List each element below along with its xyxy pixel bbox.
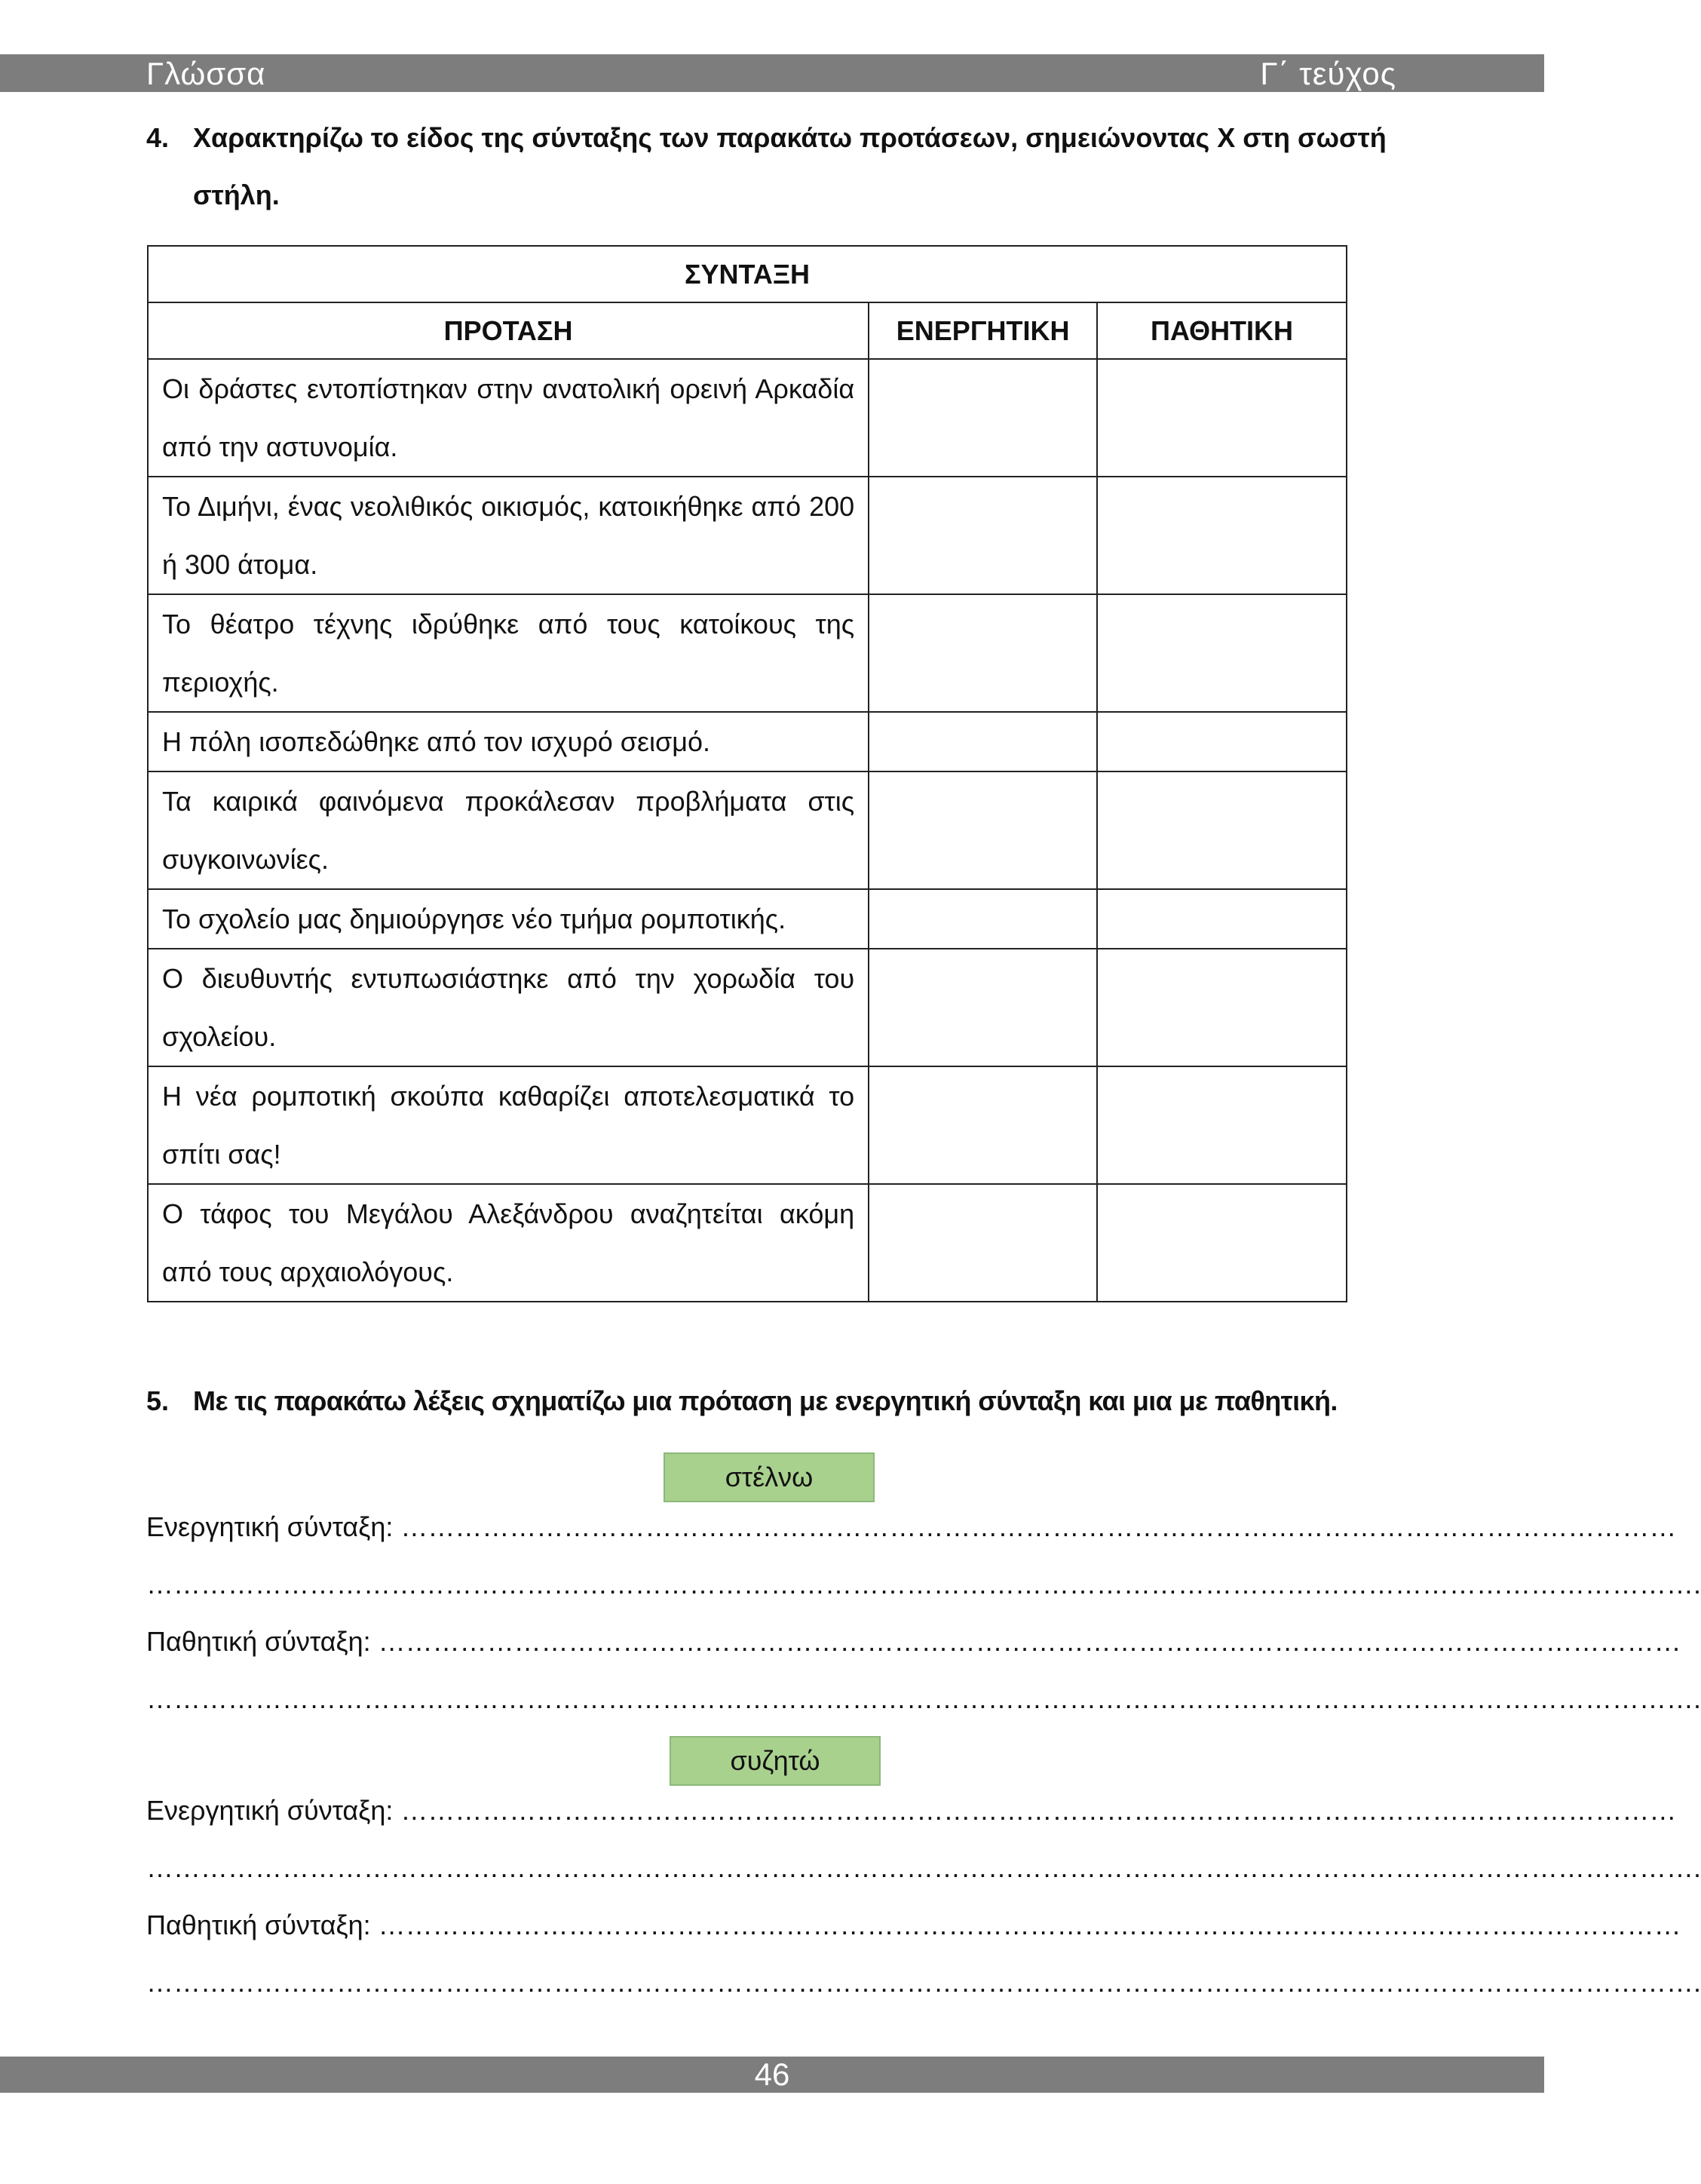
table-row xyxy=(148,594,1347,712)
table-row xyxy=(148,712,1347,771)
table-row xyxy=(148,1066,1347,1184)
sentence-cell: Οι δράστες εντοπίστηκαν στην ανατολική ορεινή Αρκαδία από την αστυνομία. xyxy=(148,359,869,477)
active-answer-cell[interactable] xyxy=(869,359,1097,477)
active-answer-cell[interactable] xyxy=(869,477,1097,594)
sentence-cell: Ο διευθυντής εντυπωσιάστηκε από την χορωδία του σχολείου. xyxy=(148,949,869,1066)
active-answer-cell[interactable] xyxy=(869,1066,1097,1184)
header-sentence: ΠΡΟΤΑΣΗ xyxy=(148,302,869,359)
answer-continuation-line[interactable]: ………………………………………………………………………………………………………………………………………………………. xyxy=(146,1683,1701,1714)
syntax-table xyxy=(147,245,1347,1302)
table-row xyxy=(148,949,1347,1066)
answer-continuation-line[interactable]: ………………………………………………………………………………………………………………………………………………………. xyxy=(146,1967,1701,1998)
table-row xyxy=(148,889,1347,949)
sentence-cell: Η νέα ρομποτική σκούπα καθαρίζει αποτελεσματικά το σπίτι σας! xyxy=(148,1066,869,1184)
passive-answer-cell[interactable] xyxy=(1097,477,1347,594)
volume-label: Γ΄ τεύχος xyxy=(1260,56,1396,91)
sentence-cell: Το σχολείο μας δημιούργησε νέο τμήμα ρομποτικής. xyxy=(148,889,869,949)
passive-answer-line[interactable]: Παθητική σύνταξη: ……………………………………………………………………………………………………………………………… xyxy=(146,1909,1681,1940)
table-row xyxy=(148,359,1347,477)
active-answer-cell[interactable] xyxy=(869,1184,1097,1302)
sentence-cell: Η πόλη ισοπεδώθηκε από τον ισχυρό σεισμό. xyxy=(148,712,869,771)
passive-answer-cell[interactable] xyxy=(1097,359,1347,477)
question-number: 4. xyxy=(146,122,170,153)
active-answer-cell[interactable] xyxy=(869,771,1097,889)
active-answer-cell[interactable] xyxy=(869,949,1097,1066)
question-5 xyxy=(146,1373,1398,1433)
sentence-cell: Το θέατρο τέχνης ιδρύθηκε από τους κατοίκους της περιοχής. xyxy=(148,594,869,712)
active-answer-cell[interactable] xyxy=(869,712,1097,771)
passive-answer-cell[interactable] xyxy=(1097,949,1347,1066)
active-answer-cell[interactable] xyxy=(869,889,1097,949)
passive-answer-cell[interactable] xyxy=(1097,1184,1347,1302)
word-box-stelno: στέλνω xyxy=(664,1452,875,1502)
passive-answer-cell[interactable] xyxy=(1097,594,1347,712)
subject-title: Γλώσσα xyxy=(146,56,266,91)
table-row xyxy=(148,1184,1347,1302)
page-number: 46 xyxy=(754,2057,790,2092)
passive-answer-cell[interactable] xyxy=(1097,889,1347,949)
table-title: ΣΥΝΤΑΞΗ xyxy=(148,246,1347,302)
question-4 xyxy=(146,109,1398,230)
passive-answer-cell[interactable] xyxy=(1097,771,1347,889)
sentence-cell: Ο τάφος του Μεγάλου Αλεξάνδρου αναζητείται ακόμη από τους αρχαιολόγους. xyxy=(148,1184,869,1302)
question-number: 5. xyxy=(146,1385,170,1416)
header-passive: ΠΑΘΗΤΙΚΗ xyxy=(1097,302,1347,359)
word-box-syzito: συζητώ xyxy=(670,1736,881,1786)
passive-answer-cell[interactable] xyxy=(1097,712,1347,771)
question-text: Χαρακτηρίζω το είδος της σύνταξης των παρακάτω προτάσεων, σημειώνοντας Χ στη σωστή στήλη. xyxy=(193,122,1387,210)
active-answer-line[interactable]: Ενεργητική σύνταξη: …………………………………………………………………………………………………………………………… xyxy=(146,1795,1677,1826)
header-active: ΕΝΕΡΓΗΤΙΚΗ xyxy=(869,302,1097,359)
answer-continuation-line[interactable]: ………………………………………………………………………………………………………………………………………………………. xyxy=(146,1569,1701,1600)
table-row xyxy=(148,771,1347,889)
sentence-cell: Το Διμήνι, ένας νεολιθικός οικισμός, κατοικήθηκε από 200 ή 300 άτομα. xyxy=(148,477,869,594)
question-text: Με τις παρακάτω λέξεις σχηματίζω μια πρόταση με ενεργητική σύνταξη και μια με παθητική. xyxy=(193,1385,1338,1416)
active-answer-line[interactable]: Ενεργητική σύνταξη: …………………………………………………………………………………………………………………………… xyxy=(146,1511,1677,1542)
header-bar xyxy=(0,54,1544,92)
passive-answer-line[interactable]: Παθητική σύνταξη: ……………………………………………………………………………………………………………………………… xyxy=(146,1626,1681,1657)
active-answer-cell[interactable] xyxy=(869,594,1097,712)
table-row xyxy=(148,477,1347,594)
answer-continuation-line[interactable]: ………………………………………………………………………………………………………………………………………………………. xyxy=(146,1852,1701,1883)
sentence-cell: Τα καιρικά φαινόμενα προκάλεσαν προβλήματα στις συγκοινωνίες. xyxy=(148,771,869,889)
passive-answer-cell[interactable] xyxy=(1097,1066,1347,1184)
